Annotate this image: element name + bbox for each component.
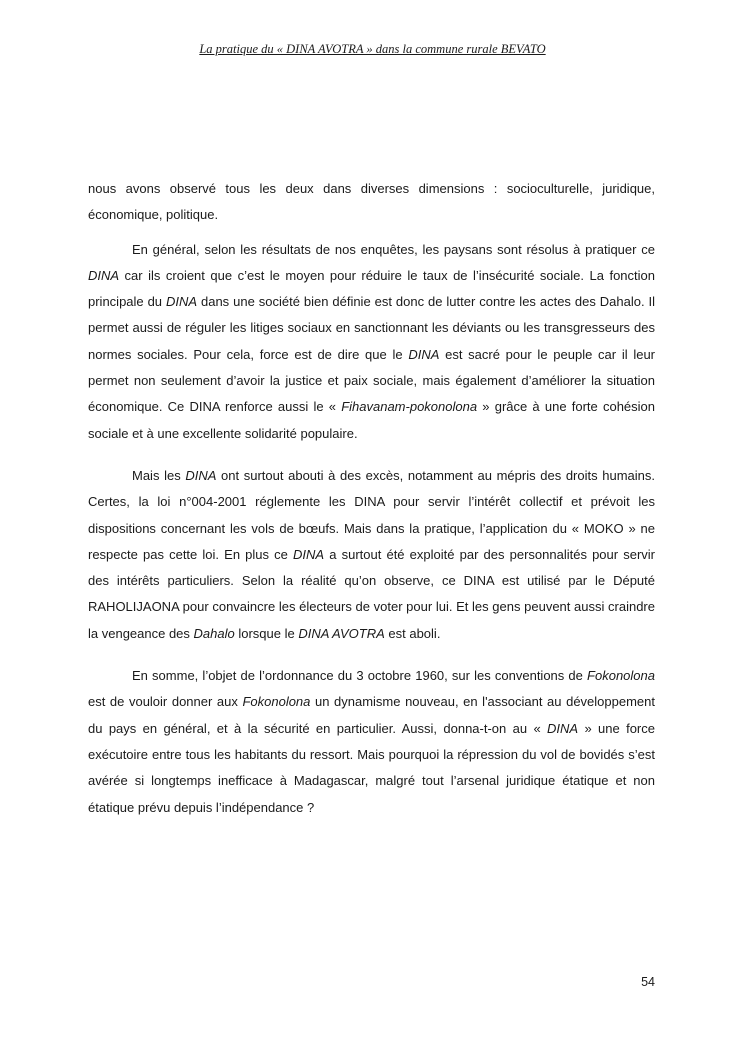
text-run: Mais les xyxy=(132,467,186,483)
text-run: ont surtout abouti à des excès, notamment au mépris des droits humains. Certes, la loi n°004-2001 réglemente les DINA pour servir l’intérêt collectif et prévoit les dispositions concernant les vols de bœufs. Mais dans la pratique, l’application du « MOKO » ne respecte pas cette loi. En plus ce xyxy=(88,467,655,562)
italic-term: DINA xyxy=(88,267,120,283)
italic-term: Fokonolona xyxy=(242,694,311,710)
paragraph xyxy=(88,463,655,647)
text-run: est aboli. xyxy=(384,625,441,641)
italic-term: Dahalo xyxy=(193,625,235,641)
italic-term: DINA xyxy=(185,467,217,483)
running-header: La pratique du « DINA AVOTRA » dans la commune rurale BEVATO xyxy=(199,42,546,56)
text-run: car ils croient que c’est le moyen pour réduire le taux de l’insécurité sociale. La fonction principale du xyxy=(88,267,655,310)
text-run: » grâce à une forte cohésion sociale et à une excellente solidarité populaire. xyxy=(88,399,656,441)
italic-term: DINA xyxy=(547,720,579,736)
italic-term: Fokonolona xyxy=(587,668,655,684)
text-run: » une force exécutoire entre tous les habitants du ressort. Mais pourquoi la répression du vol de bovidés s’est avérée si longtemps inefficace à Madagascar, malgré tout l’arsenal juridique étatique et non étatique prévu depuis l’indépendance ? xyxy=(88,720,655,815)
paragraph xyxy=(88,663,655,821)
italic-term: DINA AVOTRA xyxy=(298,625,385,641)
paragraph xyxy=(88,237,655,447)
text-run: est sacré pour le peuple car il leur permet non seulement d’avoir la justice et paix sociale, mais également d’améliorer la situation économique. Ce DINA renforce aussi le « xyxy=(88,346,656,415)
italic-term: DINA xyxy=(293,546,325,562)
text-run: dans une société bien définie est donc de lutter contre les actes des Dahalo. Il permet aussi de réguler les litiges sociaux en sanctionnant les déviants ou les transgresseurs des normes sociales. Pour cela, force est de dire que le xyxy=(88,294,656,362)
text-run: a surtout été exploité par des personnalités pour servir des intérêts particuliers. Selon la réalité qu’on observe, ce DINA est utilisé par le Député RAHOLIJAONA pour convaincre les électeurs de voter pour lui. Et les gens peuvent aussi craindre la vengeance des xyxy=(88,546,655,641)
paragraph xyxy=(88,176,655,229)
text-run: un dynamisme nouveau, en l'associant au développement du pays en général, et à la sécurité en particulier. Aussi, donna-t-on au « xyxy=(88,694,655,736)
text-run: En somme, l’objet de l’ordonnance du 3 octobre 1960, sur les conventions de xyxy=(132,668,588,684)
text-run: nous avons observé tous les deux dans diverses dimensions : socioculturelle, juridique, économique, politique. xyxy=(88,181,655,223)
italic-term: DINA xyxy=(165,294,198,310)
italic-term: DINA xyxy=(408,346,440,362)
text-run: est de vouloir donner aux xyxy=(88,694,243,710)
text-run: lorsque le xyxy=(234,625,299,641)
page-body xyxy=(88,176,655,821)
page-number: 54 xyxy=(641,975,655,989)
text-run: En général, selon les résultats de nos enquêtes, les paysans sont résolus à pratiquer ce xyxy=(132,241,655,257)
italic-term: Fihavanam-pokonolona xyxy=(341,399,478,415)
